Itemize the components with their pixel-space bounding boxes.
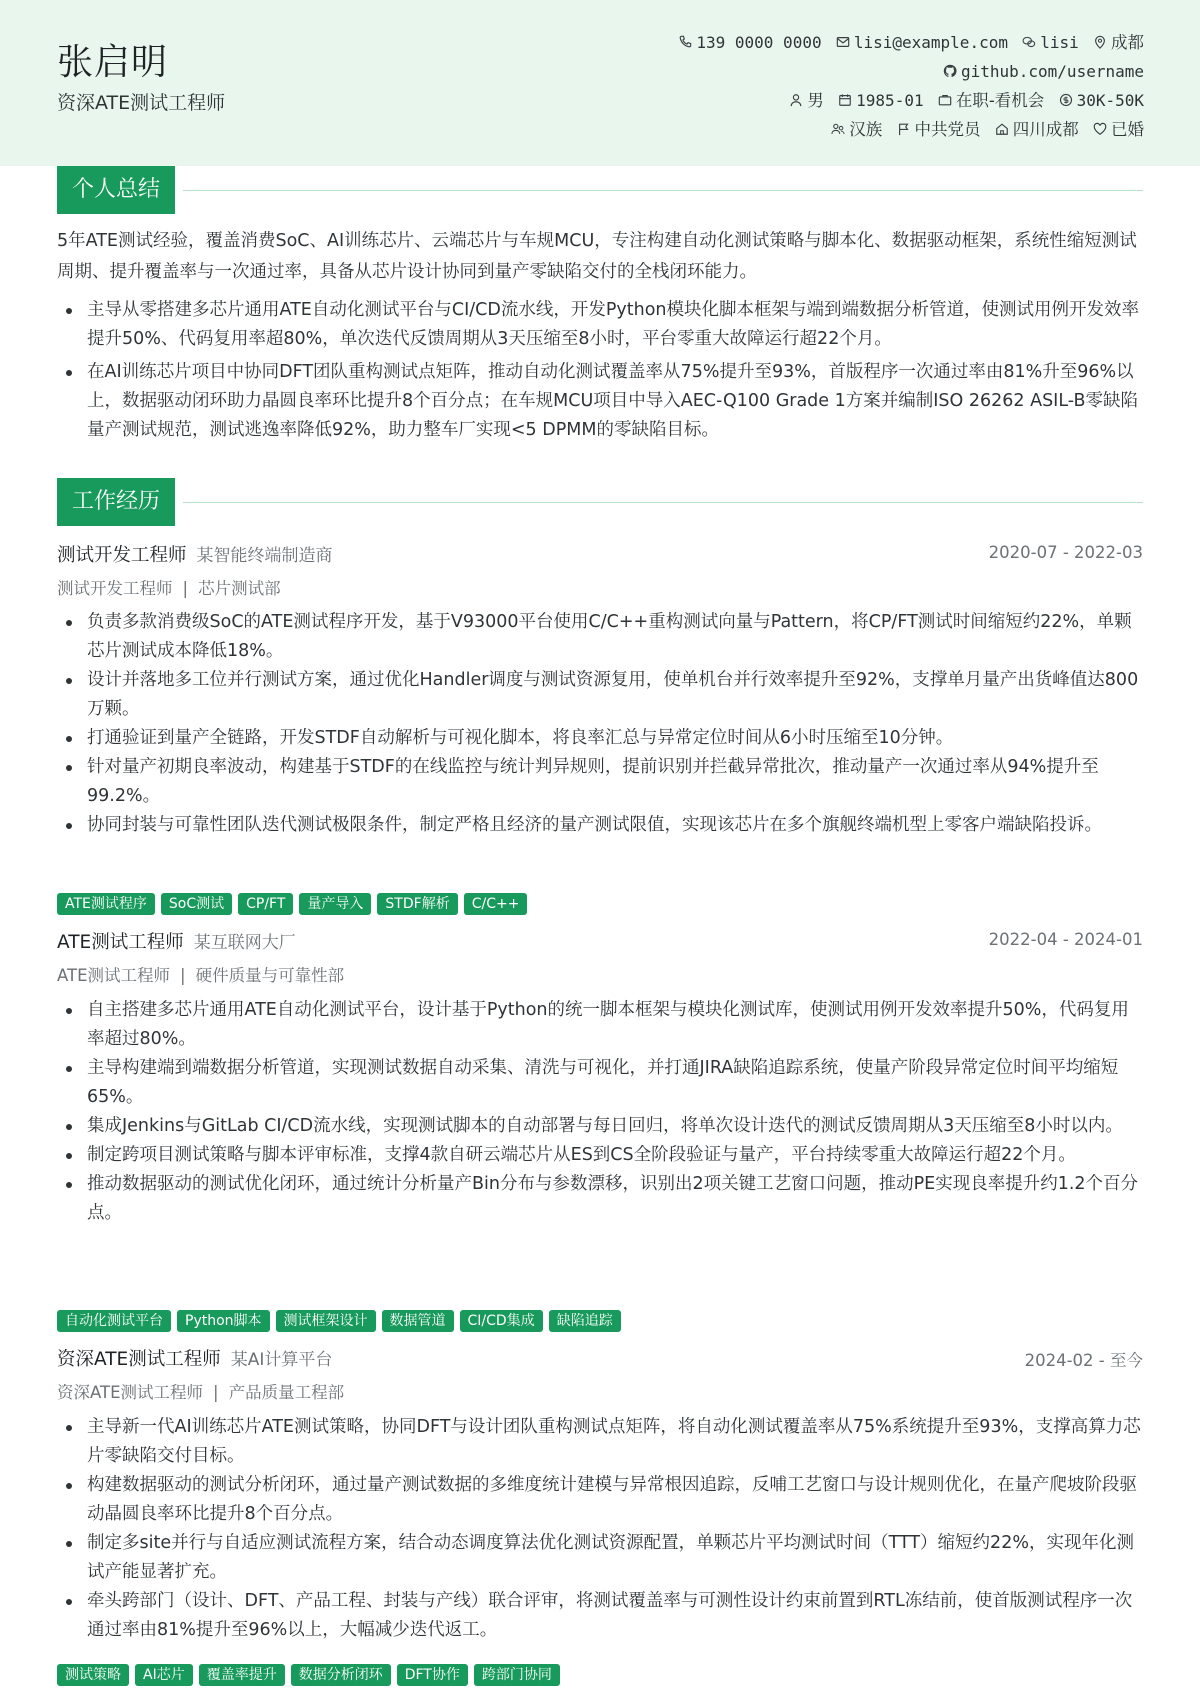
- home-icon: [995, 122, 1009, 136]
- skill-tag: SoC测试: [161, 893, 232, 915]
- job-separator: |: [180, 966, 186, 985]
- skill-tag: CP/FT: [238, 893, 293, 915]
- job-department: 硬件质量与可靠性部: [195, 966, 345, 985]
- contact-birth: 1985-01: [838, 91, 929, 110]
- list-item: 协同封装与可靠性团队迭代测试极限条件，制定严格且经济的量产测试限值，实现该芯片在多个旗舰终端机型上零客户端缺陷投诉。: [57, 811, 1143, 840]
- list-item: 构建数据驱动的测试分析闭环，通过量产测试数据的多维度统计建模与异常根因追踪，反哺工艺窗口与设计规则优化，在量产爬坡阶段驱动晶圆良率环比提升8个百分点。: [57, 1471, 1143, 1529]
- section-title: 工作经历: [57, 478, 175, 526]
- job-date: 2022-04 - 2024-01: [988, 930, 1143, 949]
- job-bullets: [57, 1413, 1143, 1645]
- contact-marital: 已婚: [1093, 120, 1144, 139]
- job-position: 测试开发工程师: [57, 579, 173, 598]
- job-header: [57, 928, 1143, 958]
- job-position: 资深ATE测试工程师: [57, 1383, 204, 1402]
- candidate-title: 资深ATE测试工程师: [57, 92, 226, 114]
- job-subtitle: [57, 575, 1143, 599]
- contact-email[interactable]: lisi@example.com: [836, 33, 1013, 52]
- job-company: 某AI计算平台: [230, 1350, 333, 1370]
- list-item: 主导构建端到端数据分析管道，实现测试数据自动采集、清洗与可视化，并打通JIRA缺陷追踪系统，使量产阶段异常定位时间平均缩短65%。: [57, 1054, 1143, 1112]
- list-item: 负责多款消费级SoC的ATE测试程序开发，基于V93000平台使用C/C++重构测试向量与Pattern，将CP/FT测试时间缩短约22%，单颗芯片测试成本降低18%。: [57, 608, 1143, 666]
- contact-political: 中共党员: [897, 120, 986, 139]
- skill-tag: 自动化测试平台: [57, 1310, 171, 1332]
- job-header: [57, 541, 1143, 571]
- job-role: 测试开发工程师: [57, 545, 187, 566]
- job-bullets: [57, 608, 1143, 840]
- skill-tag: AI芯片: [135, 1664, 193, 1686]
- list-item: 主导新一代AI训练芯片ATE测试策略，协同DFT与设计团队重构测试点矩阵，将自动化测试覆盖率从75%系统提升至93%，支撑高算力芯片零缺陷交付目标。: [57, 1413, 1143, 1471]
- contact-wechat: lisi: [1022, 33, 1084, 52]
- list-item: 推动数据驱动的测试优化闭环，通过统计分析量产Bin分布与参数漂移，识别出2项关键工艺窗口问题，推动PE实现良率提升约1.2个百分点。: [57, 1170, 1143, 1228]
- section-title: 个人总结: [57, 166, 175, 214]
- job-company: 某互联网大厂: [193, 933, 296, 953]
- job-department: 芯片测试部: [198, 579, 281, 598]
- job-role: ATE测试工程师: [57, 932, 184, 953]
- list-item: 针对量产初期良率波动，构建基于STDF的在线监控与统计判异规则，提前识别并拦截异常批次，推动量产一次通过率从94%提升至99.2%。: [57, 753, 1143, 811]
- job-subtitle: [57, 1379, 1143, 1403]
- job-date: 2020-07 - 2022-03: [988, 543, 1143, 562]
- contact-line-4: [669, 115, 1144, 144]
- section-divider: [183, 190, 1143, 191]
- heart-icon: [1093, 122, 1107, 136]
- location-icon: [1093, 35, 1107, 49]
- job-company: 某智能终端制造商: [196, 546, 333, 566]
- skill-tag: C/C++: [464, 893, 528, 915]
- contact-phone: 139 0000 0000: [678, 33, 826, 52]
- list-item: 在AI训练芯片项目中协同DFT团队重构测试点矩阵，推动自动化测试覆盖率从75%提升至93%，首版程序一次通过率由81%升至96%以上，数据驱动闭环助力晶圆良率环比提升8个百分点；在车规MCU项目中导入AEC-Q100 Grade 1方案并编制ISO 26262 ASIL-B零缺陷量产测试规范，测试逃逸率降低92%，助力整车厂实现<5 DPMM的零缺陷目标。: [57, 358, 1143, 445]
- section-divider: [183, 502, 1143, 503]
- contact-line-3: [669, 86, 1144, 115]
- flag-icon: [897, 122, 911, 136]
- list-item: 打通验证到量产全链路，开发STDF自动解析与可视化脚本，将良率汇总与异常定位时间从6小时压缩至10分钟。: [57, 724, 1143, 753]
- skill-tag: CI/CD集成: [460, 1310, 543, 1332]
- money-icon: [1059, 93, 1073, 107]
- contact-github[interactable]: github.com/username: [943, 62, 1144, 81]
- people-icon: [831, 122, 845, 136]
- calendar-icon: [838, 93, 852, 107]
- resume-header: [0, 0, 1200, 166]
- briefcase-icon: [938, 93, 952, 107]
- list-item: 制定多site并行与自适应测试流程方案，结合动态调度算法优化测试资源配置，单颗芯片平均测试时间（TTT）缩短约22%，实现年化测试产能显著扩充。: [57, 1529, 1143, 1587]
- job-subtitle: [57, 962, 1143, 986]
- job-tags: [57, 1310, 1143, 1332]
- contact-salary: 30K-50K: [1059, 91, 1144, 110]
- job-tags: [57, 893, 1143, 915]
- job-tags: [57, 1664, 1143, 1686]
- contact-hometown: 四川成都: [995, 120, 1084, 139]
- skill-tag: 缺陷追踪: [549, 1310, 621, 1332]
- list-item: 设计并落地多工位并行测试方案，通过优化Handler调度与测试资源复用，使单机台并行效率提升至92%，支撑单月量产出货峰值达800万颗。: [57, 666, 1143, 724]
- person-icon: [789, 93, 803, 107]
- job-date: 2024-02 - 至今: [1024, 1351, 1143, 1370]
- skill-tag: 数据管道: [382, 1310, 454, 1332]
- list-item: 自主搭建多芯片通用ATE自动化测试平台，设计基于Python的统一脚本框架与模块化测试库，使测试用例开发效率提升50%，代码复用率超过80%。: [57, 996, 1143, 1054]
- list-item: 制定跨项目测试策略与脚本评审标准，支撑4款自研云端芯片从ES到CS全阶段验证与量产，平台持续零重大故障运行超22个月。: [57, 1141, 1143, 1170]
- contact-info: [669, 28, 1144, 144]
- contact-gender: 男: [789, 91, 829, 110]
- mail-icon: [836, 35, 850, 49]
- contact-line-2: [669, 57, 1144, 86]
- skill-tag: DFT协作: [397, 1664, 468, 1686]
- list-item: 集成Jenkins与GitLab CI/CD流水线，实现测试脚本的自动部署与每日回归，将单次设计迭代的测试反馈周期从3天压缩至8小时以内。: [57, 1112, 1143, 1141]
- job-header: [57, 1345, 1143, 1375]
- phone-icon: [678, 35, 692, 49]
- skill-tag: 量产导入: [299, 893, 371, 915]
- skill-tag: 跨部门协同: [474, 1664, 560, 1686]
- skill-tag: 测试框架设计: [276, 1310, 376, 1332]
- job-department: 产品质量工程部: [228, 1383, 345, 1402]
- skill-tag: ATE测试程序: [57, 893, 155, 915]
- summary-bullets: [57, 296, 1143, 445]
- contact-city: 成都: [1093, 33, 1144, 52]
- contact-status: 在职-看机会: [938, 91, 1050, 110]
- summary-paragraph: 5年ATE测试经验，覆盖消费SoC、AI训练芯片、云端芯片与车规MCU，专注构建自动化测试策略与脚本化、数据驱动框架，系统性缩短测试周期、提升覆盖率与一次通过率，具备从芯片设计协同到量产零缺陷交付的全栈闭环能力。: [57, 231, 1137, 282]
- job-bullets: [57, 996, 1143, 1228]
- candidate-name: 张启明: [57, 42, 169, 83]
- job-role: 资深ATE测试工程师: [57, 1349, 221, 1370]
- contact-line-1: [669, 28, 1144, 57]
- list-item: 主导从零搭建多芯片通用ATE自动化测试平台与CI/CD流水线，开发Python模块化脚本框架与端到端数据分析管道，使测试用例开发效率提升50%、代码复用率超80%，单次迭代反馈周期从3天压缩至8小时，平台零重大故障运行超22个月。: [57, 296, 1143, 354]
- job-separator: |: [213, 1383, 219, 1402]
- job-position: ATE测试工程师: [57, 966, 171, 985]
- github-icon: [943, 64, 957, 78]
- skill-tag: 覆盖率提升: [199, 1664, 285, 1686]
- contact-ethnicity: 汉族: [831, 120, 887, 139]
- skill-tag: 测试策略: [57, 1664, 129, 1686]
- skill-tag: STDF解析: [377, 893, 457, 915]
- skill-tag: 数据分析闭环: [291, 1664, 391, 1686]
- section-summary-header: [57, 166, 1143, 214]
- job-separator: |: [182, 579, 189, 598]
- skill-tag: Python脚本: [177, 1310, 270, 1332]
- list-item: 牵头跨部门（设计、DFT、产品工程、封装与产线）联合评审，将测试覆盖率与可测性设计约束前置到RTL冻结前，使首版测试程序一次通过率由81%提升至96%以上，大幅减少迭代返工。: [57, 1587, 1143, 1645]
- section-experience-header: [57, 478, 1143, 526]
- wechat-icon: [1022, 35, 1036, 49]
